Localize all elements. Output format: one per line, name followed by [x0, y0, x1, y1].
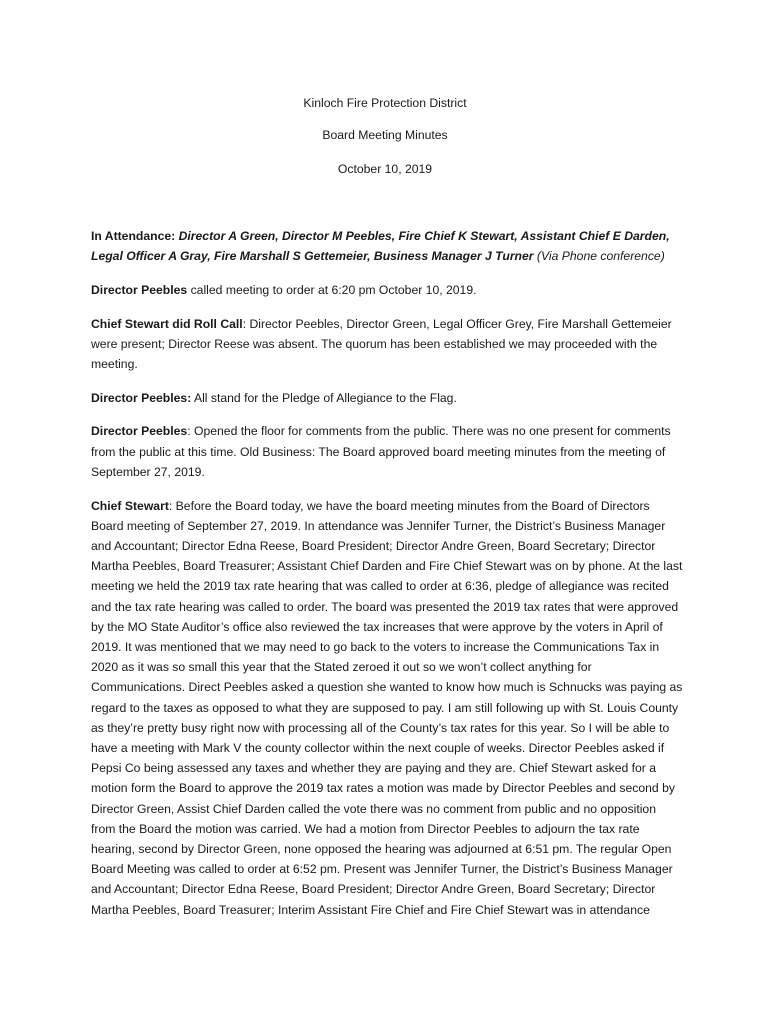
paragraph-text: called meeting to order at 6:20 pm October 10, 2019. [187, 282, 477, 297]
meeting-date: October 10, 2019 [337, 162, 433, 176]
speaker-label: Director Peebles [91, 282, 188, 297]
public-comments-paragraph [91, 421, 683, 482]
speaker-label: Chief Stewart [91, 498, 169, 513]
speaker-label: Chief Stewart did Roll Call [91, 316, 243, 331]
speaker-label: Director Peebles: [91, 390, 192, 405]
attendance-label: In Attendance: [91, 229, 176, 243]
document-title: Board Meeting Minutes [322, 128, 448, 142]
roll-call-paragraph [91, 314, 683, 375]
paragraph-text: : Director Peebles, Director Green, Legal Officer Grey, Fire Marshall Gettemeier were present; Director Reese was absent. The quorum has been established we may proceeded with the meeting. [91, 316, 672, 372]
paragraph-text: : Opened the floor for comments from the public. There was no one present for comments from the public at this time. Old Business: The Board approved board meeting minutes from the meeting of September 27, 2019. [91, 424, 671, 479]
speaker-label: Director Peebles [91, 424, 188, 439]
call-to-order-paragraph [91, 280, 683, 300]
attendance-note: (Via Phone conference) [536, 249, 665, 264]
chief-report-paragraph [91, 496, 683, 920]
attendance-names: Director A Green, Director M Peebles, Fire Chief K Stewart, Assistant Chief E Darden, Legal Officer A Gray, Fire Marshall S Gettemeier, Business Manager J Turner [91, 229, 670, 264]
minutes-body [91, 226, 683, 933]
attendance-paragraph [91, 226, 683, 266]
organization-name: Kinloch Fire Protection District [303, 96, 467, 110]
paragraph-text: : Before the Board today, we have the board meeting minutes from the Board of Directors Board meeting of September 27, 2019. In attendance was Jennifer Turner, the District’s Business Manager and Accountant; Director Edna Reese, Board President; Director Andre Green, Board Secretary; Director Martha Peebles, Board Treasurer; Assistant Chief Darden and Fire Chief Stewart was on by phone. At the last meeting we held the 2019 tax rate hearing that was called to order at 6:36, pledge of allegiance was recited and the tax rate hearing was called to order. The board was presented the 2019 tax rates that were approved by the MO State Auditor’s office also reviewed the tax increases that were approve by the voters in April of 2019. It was mentioned that we may need to go back to the voters to increase the Communications Tax in 2020 as it was so small this year that the Stated zeroed it out so we won’t collect anything for Communications. Direct Peebles asked a question she wanted to know how much is Schnucks was paying as regard to the taxes as opposed to what they are supposed to pay. I am still following up with St. Louis County as they’re pretty busy right now with processing all of the County’s tax rates for this year. So I will be able to have a meeting with Mark V the county collector within the next couple of weeks. Director Peebles asked if Pepsi Co being assessed any taxes and whether they are paying and they are. Chief Stewart asked for a motion form the Board to approve the 2019 tax rates a motion was made by Director Peebles and second by Director Green, Assist Chief Darden called the vote there was no comment from public and no opposition from the Board the motion was carried. We had a motion from Director Peebles to adjourn the tax rate hearing, second by Director Green, none opposed the hearing was adjourned at 6:51 pm. The regular Open Board Meeting was called to order at 6:52 pm. Present was Jennifer Turner, the District’s Business Manager and Accountant; Director Edna Reese, Board President; Director Andre Green, Board Secretary; Director Martha Peebles, Board Treasurer; Interim Assistant Fire Chief and Fire Chief Stewart was in attendance [91, 498, 683, 917]
pledge-paragraph [91, 388, 683, 408]
paragraph-text: All stand for the Pledge of Allegiance to the Flag. [191, 390, 457, 405]
